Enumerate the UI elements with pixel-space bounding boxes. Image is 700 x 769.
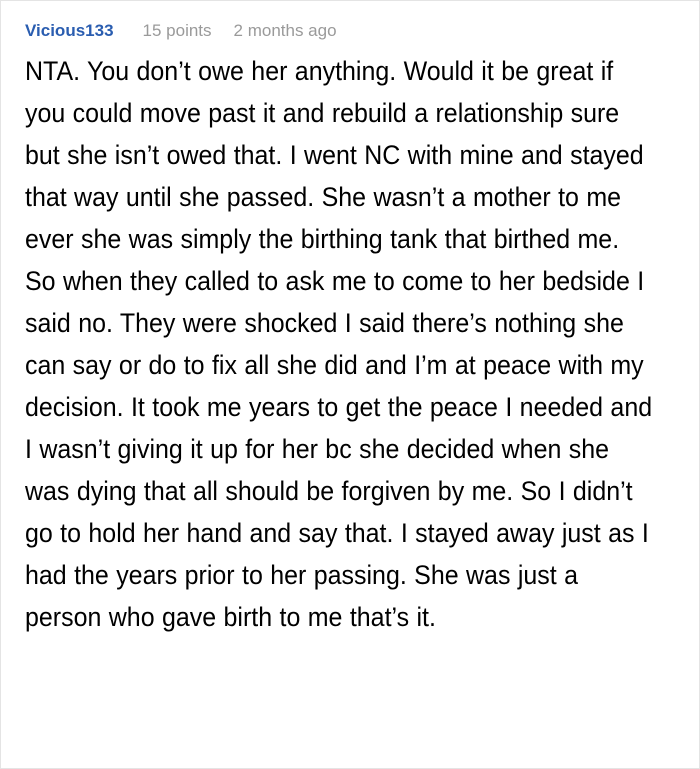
comment-points: 15 points	[142, 21, 212, 40]
comment-body-text: NTA. You don’t owe her anything. Would it be great if you could move past it and rebuild a relationship sure but she isn’t owed that. I went NC with mine and stayed that way until she passed. She wasn’t a mother to me ever she was simply the birthing tank that birthed me. So when they called to ask me to come to her bedside I said no. They were shocked I said there’s nothing she can say or do to fix all she did and I’m at peace with my decision. It took me years to get the peace I needed and I wasn’t giving it up for her bc she decided when she was dying that all should be forgiven by me. So I didn’t go to hold her hand and say that. I stayed away just as I had the years prior to her passing. She was just a person who gave birth to me that’s it.	[25, 56, 653, 632]
comment-timestamp: 2 months ago	[233, 21, 337, 40]
comment-body-wrap	[1, 50, 699, 638]
comment-username-link[interactable]: Vicious133	[25, 21, 114, 40]
comment-header	[1, 21, 699, 41]
